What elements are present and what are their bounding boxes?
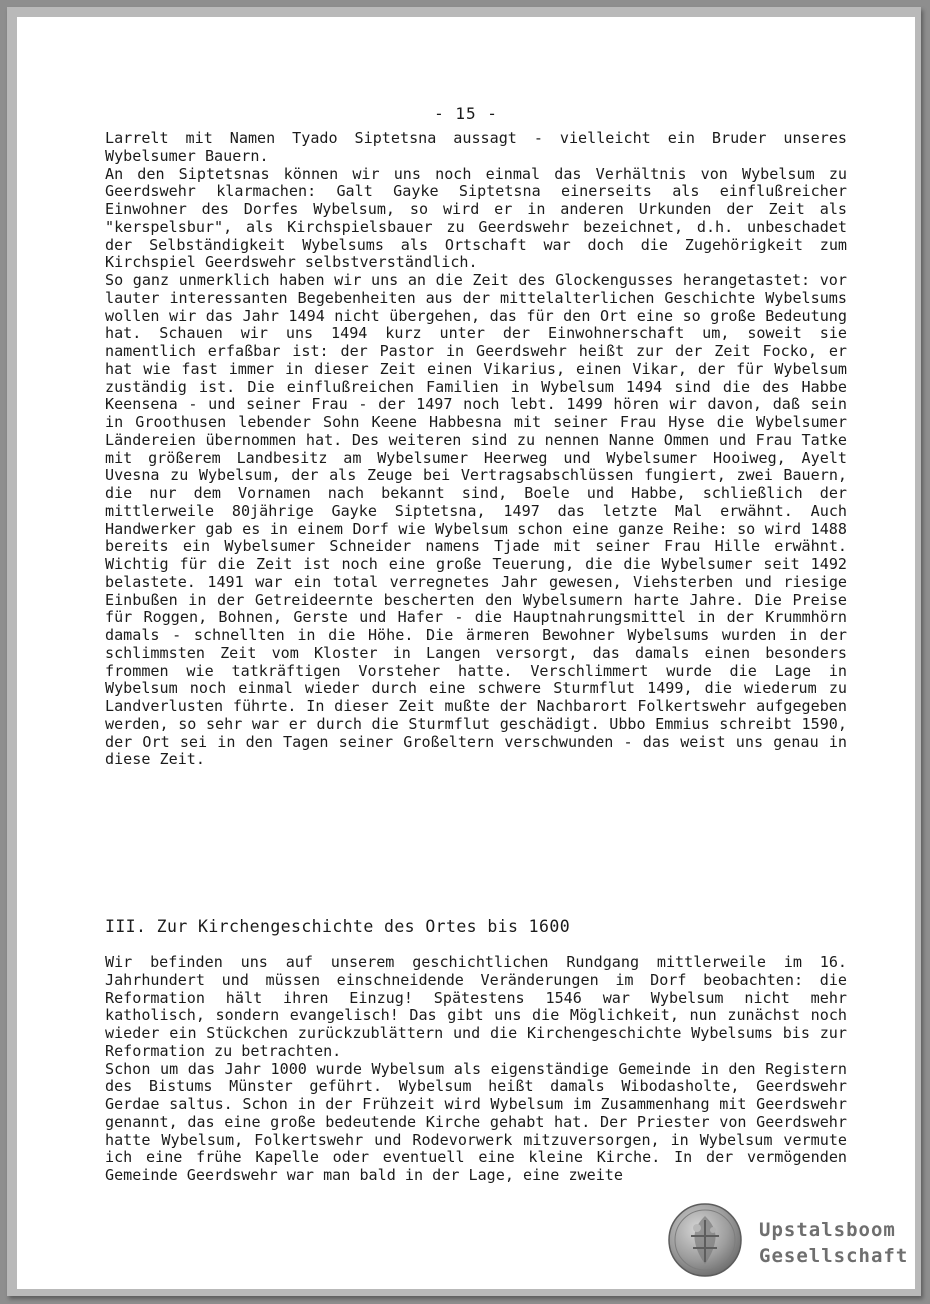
paragraph: Larrelt mit Namen Tyado Siptetsna aussagt - vielleicht ein Bruder unseres Wybelsumer Bauern.: [105, 129, 847, 165]
section-text: [105, 954, 847, 1185]
paragraph: Schon um das Jahr 1000 wurde Wybelsum als eigenständige Gemeinde in den Registern des Bistums Münster geführt. Wybelsum heißt damals Wibodasholte, Geerdswehr Gerdae saltus. Schon in der Frühzeit wird Wybelsum im Zusammenhang mit Geerdswehr genannt, das eine große bedeutende Kirche gehabt hat. Der Priester von Geerdswehr hatte Wybelsum, Folkertswehr und Rodevorwerk mitzuversorgen, in Wybelsum vermute ich eine frühe Kapelle oder eventuell eine kleine Kirche. In der vermögenden Gemeinde Geerdswehr war man bald in der Lage, eine zweite: [105, 1059, 847, 1184]
body-text: [105, 130, 847, 769]
page-number: - 15 -: [434, 104, 498, 123]
society-logo: [667, 1202, 912, 1282]
logo-wordmark: [759, 1217, 908, 1269]
logo-line-1: Upstalsboom: [759, 1219, 896, 1241]
paragraph: Wir befinden uns auf unserem geschichtlichen Rundgang mittlerweile im 16. Jahrhundert und müssen einschneidende Veränderungen im Dorf beobachten: die Reformation hält ihren Einzug! Spätestens 1546 war Wybelsum nicht mehr katholisch, sondern evangelisch! Das gibt uns die Möglichkeit, nun zunächst noch wieder ein Stückchen zurückzublättern und die Kirchengeschichte Wybelsums bis zur Reformation zu betrachten.: [105, 953, 847, 1060]
seal-icon: [667, 1202, 743, 1278]
section-heading: III. Zur Kirchengeschichte des Ortes bis 1600: [105, 917, 571, 936]
paragraph: So ganz unmerklich haben wir uns an die Zeit des Glockengusses herangetastet: vor lauter interessanten Begebenheiten aus der mittelalterlichen Geschichte Wybelsums wollen wir das Jahr 1494 nicht übergehen, das für den Ort eine so große Bedeutung hat. Schauen wir uns 1494 kurz unter der Einwohnerschaft um, soweit sie namentlich erfaßbar ist: der Pastor in Geerdswehr heißt zur der Zeit Focko, er hat wie fast immer in dieser Zeit einen Vikarius, einen Vikar, der für Wybelsum zuständig ist. Die einflußreichen Familien in Wybelsum 1494 sind die des Habbe Keensena - und seiner Frau - der 1497 noch lebt. 1499 hören wir davon, daß sein in Groothusen lebender Sohn Keene Habbesna mit seiner Frau Hyse die Wybelsumer Ländereien übernommen hat. Des weiteren sind zu nennen Nanne Ommen und Frau Tatke mit größerem Landbesitz am Wybelsumer Heerweg und Wybelsumer Hooiweg, Ayelt Uvesna zu Wybelsum, der als Zeuge bei Vertragsabschlüssen fungiert, zwei Bauern, die nur dem Vornamen nach bekannt sind, Boele und Habbe, schließlich der mittlerweile 80jährige Gayke Siptetsna, 1497 das letzte Mal erwähnt. Auch Handwerker gab es in einem Dorf wie Wybelsum schon eine ganze Reihe: so wird 1488 bereits ein Wybelsumer Schneider namens Tjade mit seiner Frau Hille erwähnt. Wichtig für die Zeit ist noch eine große Teuerung, die die Wybelsumer seit 1492 belastete. 1491 war ein total verregnetes Jahr gewesen, Viehsterben und riesige Einbußen in der Getreideernte bescherten den Wybelsumern harte Jahre. Die Preise für Roggen, Bohnen, Gerste und Hafer - die Hauptnahrungsmittel in der Krummhörn damals - schnellten in die Höhe. Die ärmeren Bewohner Wybelsums wurden in der schlimmsten Zeit vom Kloster in Langen versorgt, das damals einen besonders frommen wie tatkräftigen Vorsteher hatte. Verschlimmert wurde die Lage in Wybelsum noch einmal wieder durch eine schwere Sturmflut 1499, die wiederum zu Landverlusten führte. In dieser Zeit mußte der Nachbarort Folkertswehr aufgegeben werden, so sehr war er durch die Sturmflut geschädigt. Ubbo Emmius schreibt 1590, der Ort sei in den Tagen seiner Großeltern verschwunden - das weist uns genau in diese Zeit.: [105, 271, 847, 769]
document-page: [17, 17, 915, 1289]
logo-line-2: Gesellschaft: [759, 1245, 909, 1267]
paragraph: An den Siptetsnas können wir uns noch einmal das Verhältnis von Wybelsum zu Geerdswehr klarmachen: Galt Gayke Siptetsna einerseits als einflußreicher Einwohner des Dorfes Wybelsum, so wird er in anderen Urkunden der Zeit als "kerspelsbur", als Kirchspielsbauer zu Geerdswehr bezeichnet, d.h. unbeschadet der Selbständigkeit Wybelsums als Ortschaft war doch die Zugehörigkeit zum Kirchspiel Geerdswehr selbstverständlich.: [105, 164, 847, 272]
page-frame: [7, 7, 921, 1296]
